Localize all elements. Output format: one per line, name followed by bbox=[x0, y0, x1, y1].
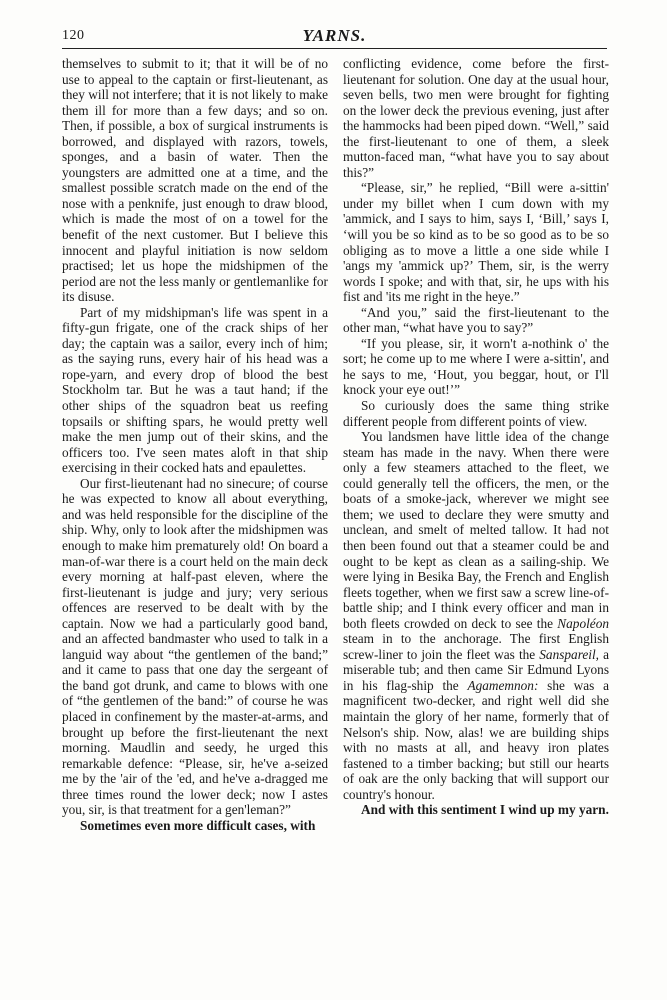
running-title: YARNS. bbox=[302, 26, 367, 45]
paragraph: themselves to submit to it; that it will be of no use to appeal to the captain or first-lieutenant, as they will not interfere; that it is not likely to make them ill for more than a few days; and so on. Then, if possible, a box of surgical instruments is borrowed, and displayed with razors, towels, sponges, and a basin of water. Then the youngsters are admitted one at a time, and the smallest possible scratch made on the end of the nose with a penknife, just enough to draw blood, which is made the most of on a towel for the benefit of the next customer. But I believe this innocent and playful initiation is now seldom practised; let us hope the midshipmen of the period are not the less manly or gentlemanlike for its disuse. bbox=[62, 56, 328, 305]
paragraph: conflicting evidence, come before the first-lieutenant for solution. One day at the usual hour, seven bells, two men were brought for fighting on the lower deck the previous evening, just after the hammocks had been piped down. “Well,” said the first-lieutenant to one of them, a sleek mutton-faced man, “what have you to say about this?” bbox=[343, 56, 609, 180]
paragraph: Sometimes even more difficult cases, with bbox=[80, 817, 316, 833]
text-run: she was a magnificent two-decker, and right well did she maintain the glory of her name, formerly that of Nelson's ship. Now, alas! we are building ships with no masts at all, and heavy iron plates fastened to a timber backing; but still our hearts of oak are the only backing that will support our country's honour. bbox=[343, 677, 609, 802]
paragraph bbox=[343, 429, 609, 802]
paragraph: “If you please, sir, it worn't a-nothink o' the sort; he come up to me where I were a-sittin', and he says to me, ‘Hout, you beggar, hout, or I'll knock your eye out!’” bbox=[343, 335, 609, 398]
paragraph: Our first-lieutenant had no sinecure; of course he was expected to know all about everything, and was held responsible for the discipline of the ship. Why, only to look after the midshipmen was enough to make him prematurely old! On board a man-of-war there is a court held on the main deck every morning at half-past eleven, where the first-lieutenant is judge and jury; very serious offences are reserved to be dealt with by the captain. Now we had a particularly good band, and an affected bandmaster who used to talk in a languid way about “the gentlemen of the band;” and it came to pass that one day the sergeant of the band got drunk, and came to blows with one of “the gentlemen of the band:” of course he was placed in confinement by the master-at-arms, and brought up before the first-lieutenant the next morning. Maudlin and seedy, he urged this remarkable defence: “Please, sir, he've a-seized me by the 'air of the 'ed, and he've a-dragged me three times round the lower deck; now I astes you, sir, is that treatment for a gen'leman?” bbox=[62, 475, 328, 818]
left-column bbox=[62, 56, 328, 833]
right-column bbox=[343, 56, 609, 818]
ship-name: Sanspareil, bbox=[539, 646, 599, 662]
text-run: steam in to the anchorage. The first English screw-liner to join the fleet was the bbox=[343, 631, 609, 662]
text-run: a miserable tub; and then came Sir Edmund Lyons in his flag-ship the bbox=[343, 646, 609, 693]
ship-name: Napoléon bbox=[557, 615, 609, 631]
paragraph: Part of my midshipman's life was spent in a fifty-gun frigate, one of the crack ships of her day; the captain was a sailor, every inch of him; as the saying runs, every hair of his head was a rope-yarn, and every drop of blood the best Stockholm tar. But he was a taut hand; if the other ships of the squadron beat us reefing topsails or shifting spars, he would pretty well make the men jump out of their skins, and the officers too. I've seen mates aloft in that ship exercising in their cocked hats and epaulettes. bbox=[62, 304, 328, 476]
paragraph: And with this sentiment I wind up my yarn. bbox=[361, 802, 609, 818]
paragraph: “Please, sir,” he replied, “Bill were a-sittin' under my billet when I cum down with my 'ammick, and I says to him, says I, ‘Bill,’ says I, ‘will you be so kind as to be so good as to be so obliging as to move a little a one side while I 'angs my 'ammick up?’ Them, sir, is the werry words I spoke; and with that, sir, he ups with his fist and 'its me right in the heye.” bbox=[343, 180, 609, 305]
page-header bbox=[62, 26, 607, 49]
paragraph: “And you,” said the first-lieutenant to the other man, “what have you to say?” bbox=[343, 304, 609, 336]
text-columns bbox=[62, 56, 609, 956]
page-number: 120 bbox=[62, 28, 85, 43]
text-run: You landsmen have little idea of the change steam has made in the navy. When there were only a few steamers attached to the fleet, we could generally tell the officers, the men, or the boats of a smoke-jack, wherever we might see them; we used to declare they were smutty and unclean, and smelt of melted tallow. It had not then been found out that a steamer could be and ought to be kept as clean as a sailing-ship. We were lying in Besika Bay, the French and English fleets together, when we first saw a screw line-of-battle ship; and I think every officer and man in both fleets crowded on deck to see the bbox=[343, 429, 609, 631]
ship-name: Agamemnon: bbox=[467, 677, 539, 693]
paragraph: So curiously does the same thing strike different people from different points of view. bbox=[343, 398, 609, 429]
